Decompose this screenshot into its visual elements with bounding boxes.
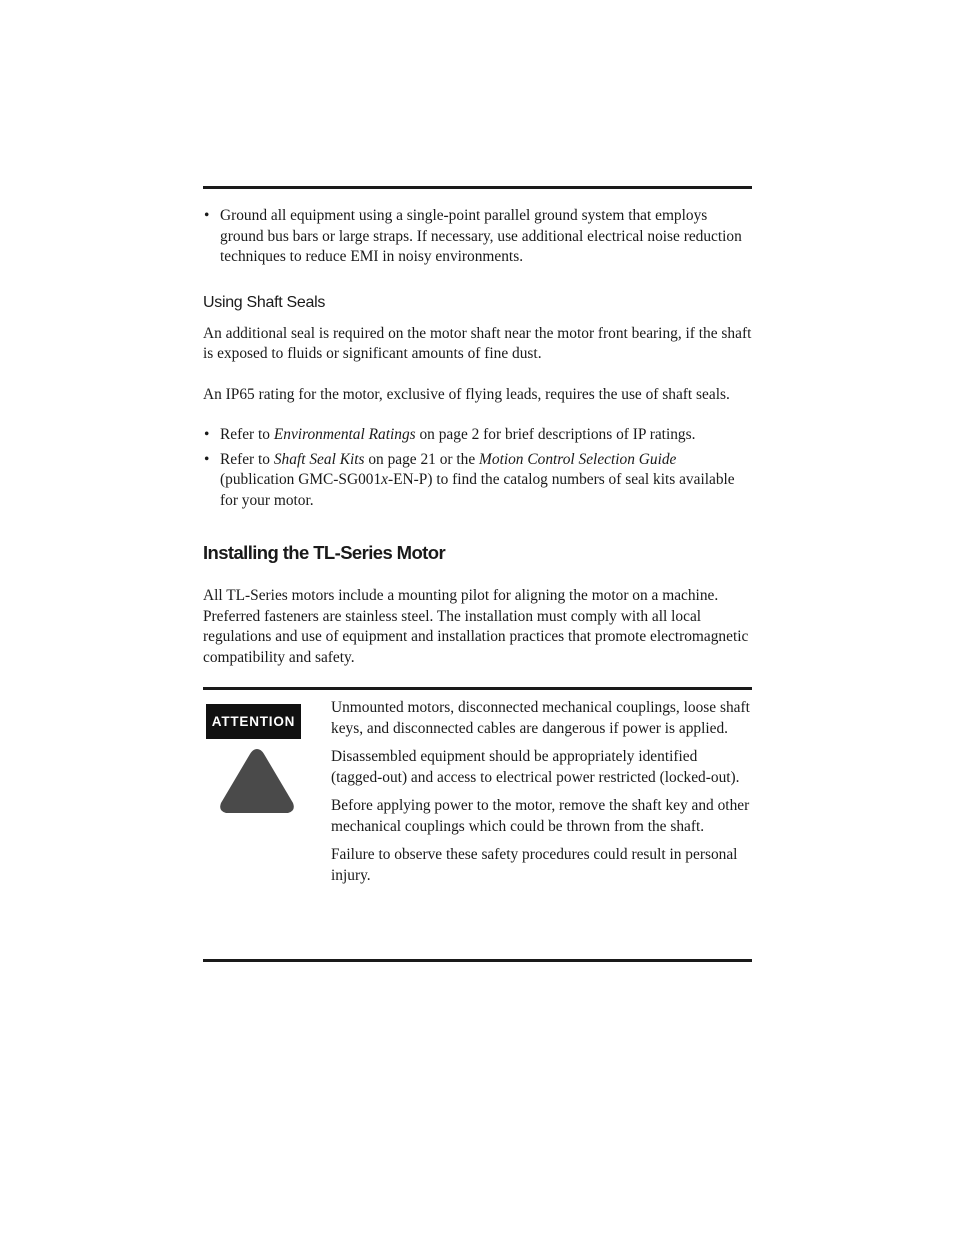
installing-heading: Installing the TL-Series Motor bbox=[203, 542, 446, 563]
attention-text bbox=[331, 698, 751, 894]
shaft-seals-para-2: An IP65 rating for the motor, exclusive of flying leads, requires the use of shaft seals. bbox=[203, 385, 730, 403]
list-item: • Refer to Environmental Ratings on page 2 for brief descriptions of IP ratings. bbox=[203, 425, 752, 446]
installing-para: All TL-Series motors include a mounting pilot for aligning the motor on a machine. Preferred fasteners are stainless steel. The installation must comply with all local regulations and use of equipment and installation practices that promote electromagnetic compatibility and safety. bbox=[203, 587, 749, 666]
shaft-seals-list bbox=[203, 425, 752, 511]
list-item: • Refer to Shaft Seal Kits on page 21 or the Motion Control Selection Guide (publication GMC-SG001x-EN-P) to find the catalog numbers of seal kits available for your motor. bbox=[204, 450, 735, 509]
attention-para: Unmounted motors, disconnected mechanical couplings, loose shaft keys, and disconnected cables are dangerous if power is applied. bbox=[331, 699, 750, 737]
attention-box bbox=[203, 687, 752, 962]
shaft-seals-heading: Using Shaft Seals bbox=[203, 293, 326, 311]
top-rule bbox=[203, 186, 752, 189]
warning-triangle-icon bbox=[218, 745, 296, 817]
list-item: • Ground all equipment using a single-point parallel ground system that employs ground bus bars or large straps. If necessary, use additional electrical noise reduction techniques to reduce EMI in noisy environments. bbox=[204, 207, 742, 265]
cross-reference[interactable]: Shaft Seal Kits bbox=[273, 450, 365, 468]
bullet-icon: • bbox=[204, 426, 210, 443]
attention-para: Before applying power to the motor, remove the shaft key and other mechanical couplings which could be thrown from the shaft. bbox=[331, 797, 750, 835]
grounding-list bbox=[203, 206, 752, 268]
attention-label: ATTENTION bbox=[206, 704, 301, 739]
bullet-icon: • bbox=[204, 207, 210, 224]
bullet-icon: • bbox=[204, 450, 210, 468]
shaft-seals-para-1: An additional seal is required on the motor shaft near the motor front bearing, if the shaft is exposed to fluids or significant amounts of fine dust. bbox=[203, 324, 752, 362]
publication-title: Motion Control Selection Guide bbox=[479, 450, 677, 468]
attention-para: Failure to observe these safety procedures could result in personal injury. bbox=[331, 846, 738, 884]
cross-reference[interactable]: Environmental Ratings bbox=[273, 426, 416, 443]
attention-para: Disassembled equipment should be appropriately identified (tagged-out) and access to electrical power restricted (locked-out). bbox=[331, 748, 740, 786]
page-content bbox=[203, 186, 752, 962]
